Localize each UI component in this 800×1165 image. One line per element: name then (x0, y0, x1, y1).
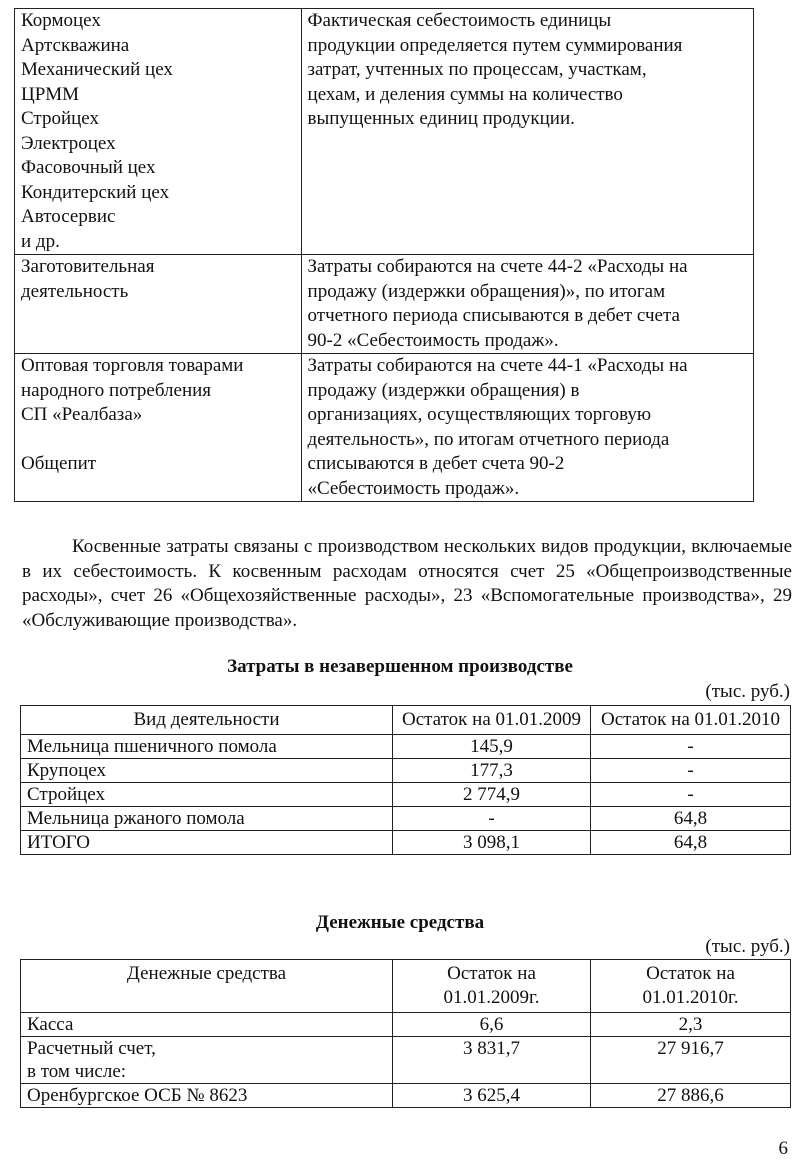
cell-line: и др. (21, 230, 60, 252)
cell-line: СП «Реалбаза» (21, 404, 143, 425)
cell-line: затрат, учтенных по процессам, участкам, (307, 59, 647, 80)
cell-line (21, 428, 295, 453)
cash-row (21, 1013, 791, 1037)
cell-line: цехам, и деления суммы на количество (307, 83, 623, 105)
wip-row (21, 735, 791, 759)
cell-line: народного потребления (21, 379, 212, 401)
value-2010-cell: - (591, 735, 791, 759)
wip-row (21, 783, 791, 807)
cash-row (21, 1084, 791, 1108)
cell-line: Оптовая торговля товарами (21, 355, 244, 376)
wip-table-title: Затраты в незавершенном производстве (227, 656, 573, 677)
value-2009-cell: 3 098,1 (393, 831, 591, 855)
cell-line: продажу (издержки обращения) в (307, 379, 580, 401)
value-2009-cell: 177,3 (393, 759, 591, 783)
cell-line: продажу (издержки обращения)», по итогам (307, 280, 666, 302)
wip-unit-label: (тыс. руб.) (705, 681, 790, 702)
cell-line: Затраты собираются на счете 44-2 «Расходы на (307, 256, 688, 277)
cost-method-cell (301, 354, 753, 502)
value-2010-cell: - (591, 783, 791, 807)
wip-row (21, 759, 791, 783)
cell-line: Механический цех (21, 59, 173, 80)
cell-line: ЦРММ (21, 83, 80, 105)
indirect-costs-paragraph: Косвенные затраты связаны с производством нескольких видов продукции, включаемые в их себестоимость. К косвенным расходам относятся счет 25 «Общепроизводственные расходы», счет 26 «Общехозяйственные расходы», 23 «Вспомогательные производства», 29 «Обслуживающие производства». (22, 536, 792, 631)
activity-name-cell (15, 255, 302, 354)
row-label-cell: ИТОГО (21, 831, 393, 855)
row-label-cell: Мельница пшеничного помола (21, 735, 393, 759)
activity-row (15, 354, 754, 502)
cell-line: Заготовительная (21, 256, 155, 277)
cell-line: Электроцех (21, 132, 116, 154)
cash-header-name: Денежные средства (21, 960, 393, 1013)
cell-line: Артскважина (21, 34, 130, 56)
wip-row (21, 807, 791, 831)
value-2009-cell: 145,9 (393, 735, 591, 759)
cash-table (20, 959, 791, 1108)
value-2009-cell: 3 625,4 (393, 1084, 591, 1108)
row-label-cell: Стройцех (21, 783, 393, 807)
cash-header-2009: Остаток на 01.01.2009г. (393, 960, 591, 1013)
cell-line: Фактическая себестоимость единицы (307, 10, 612, 31)
cash-unit-label: (тыс. руб.) (705, 936, 790, 957)
cell-line: 90-2 «Себестоимость продаж». (307, 329, 559, 351)
value-2010-cell: 64,8 (591, 831, 791, 855)
cell-line: отчетного периода списываются в дебет счета (307, 305, 680, 326)
cell-line: Затраты собираются на счете 44-1 «Расходы на (307, 355, 688, 376)
cell-line: Общепит (21, 453, 97, 474)
value-2010-cell: 2,3 (591, 1013, 791, 1037)
value-2009-cell: 2 774,9 (393, 783, 591, 807)
row-label-cell: Расчетный счет, в том числе: (21, 1037, 393, 1084)
activity-row (15, 255, 754, 354)
row-label-cell: Мельница ржаного помола (21, 807, 393, 831)
activities-table (14, 8, 754, 502)
cell-line: выпущенных единиц продукции. (307, 108, 575, 129)
cash-header-row (21, 960, 791, 1013)
value-2010-cell: 27 886,6 (591, 1084, 791, 1108)
cell-line: организациях, осуществляющих торговую (307, 404, 652, 425)
cost-method-cell (301, 255, 753, 354)
cost-method-cell (301, 9, 753, 255)
activity-name-cell (15, 354, 302, 502)
row-label-cell: Касса (21, 1013, 393, 1037)
row-label-cell: Крупоцех (21, 759, 393, 783)
cell-line: Кормоцех (21, 10, 101, 31)
activity-name-cell (15, 9, 302, 255)
page-number: 6 (778, 1138, 788, 1159)
cash-table-title: Денежные средства (315, 912, 485, 933)
value-2009-cell: - (393, 807, 591, 831)
value-2010-cell: - (591, 759, 791, 783)
cell-line: Стройцех (21, 108, 99, 129)
cell-line: Фасовочный цех (21, 157, 156, 178)
wip-table (20, 705, 791, 855)
cell-line: деятельность (21, 280, 129, 302)
cash-header-2010: Остаток на 01.01.2010г. (591, 960, 791, 1013)
cell-line: «Себестоимость продаж». (307, 477, 520, 499)
row-label-cell: Оренбургское ОСБ № 8623 (21, 1084, 393, 1108)
value-2010-cell: 27 916,7 (591, 1037, 791, 1084)
wip-row (21, 831, 791, 855)
activity-row (15, 9, 754, 255)
cell-line: списываются в дебет счета 90-2 (307, 453, 565, 474)
cell-line: Кондитерский цех (21, 181, 170, 203)
wip-header-activity: Вид деятельности (21, 706, 393, 735)
wip-header-row (21, 706, 791, 735)
cash-row (21, 1037, 791, 1084)
wip-header-2009: Остаток на 01.01.2009 (393, 706, 591, 735)
cell-line: продукции определяется путем суммирования (307, 34, 683, 56)
value-2010-cell: 64,8 (591, 807, 791, 831)
cell-line: Автосервис (21, 206, 116, 227)
cell-line: деятельность», по итогам отчетного периода (307, 428, 670, 450)
wip-header-2010: Остаток на 01.01.2010 (591, 706, 791, 735)
value-2009-cell: 3 831,7 (393, 1037, 591, 1084)
value-2009-cell: 6,6 (393, 1013, 591, 1037)
